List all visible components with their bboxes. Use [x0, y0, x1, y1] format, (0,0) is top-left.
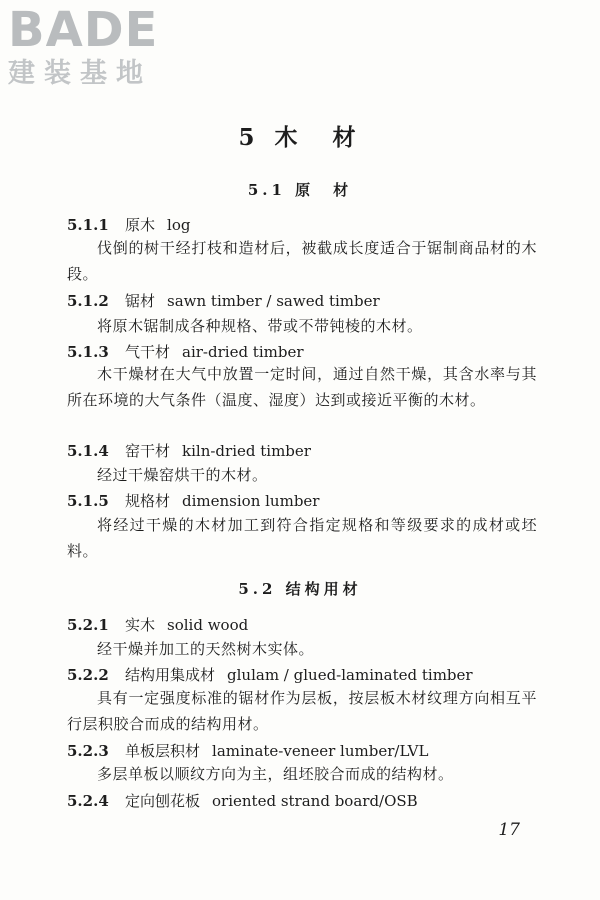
term-chinese: 原木: [125, 216, 156, 234]
term-entry-heading: [67, 740, 428, 761]
term-english: oriented strand board/OSB: [212, 792, 418, 810]
term-number: 5.1.5: [67, 492, 109, 510]
term-number: 5.1.3: [67, 343, 109, 361]
term-definition: 木干燥材在大气中放置一定时间，通过自然干燥，其含水率与其所在环境的大气条件（温度、湿度）达到或接近平衡的木材。: [67, 365, 537, 409]
term-english: kiln-dried timber: [182, 442, 311, 460]
term-entry-heading: [67, 440, 311, 461]
term-chinese: 结构用集成材: [125, 666, 216, 684]
term-entry-heading: [67, 614, 248, 635]
term-entry-heading: [67, 664, 473, 685]
page-number: 17: [498, 820, 520, 840]
section-title: 5.1 原 材: [247, 181, 353, 199]
term-number: 5.2.4: [67, 792, 109, 810]
term-entry-heading: [67, 341, 304, 362]
term-definition: 具有一定强度标准的锯材作为层板，按层板木材纹理方向相互平行层积胶合而成的结构用材。: [67, 689, 537, 733]
chapter-title: 5 木 材: [238, 124, 362, 151]
term-chinese: 定向刨花板: [125, 792, 201, 810]
term-chinese: 规格材: [125, 492, 171, 510]
term-english: solid wood: [167, 616, 249, 634]
term-definition: 多层单板以顺纹方向为主，组坯胶合而成的结构材。: [97, 765, 454, 783]
term-definition: 将经过干燥的木材加工到符合指定规格和等级要求的成材或坯料。: [67, 516, 537, 560]
term-chinese: 锯材: [125, 292, 156, 310]
term-chinese: 单板层积材: [125, 742, 201, 760]
term-definition: 经干燥并加工的天然树木实体。: [97, 640, 315, 658]
logo-mark: BADE: [8, 2, 159, 58]
section-title: 5.2 结构用材: [238, 580, 362, 598]
term-number: 5.1.4: [67, 442, 109, 460]
term-entry-heading: [67, 490, 319, 511]
term-definition: 经过干燥窑烘干的木材。: [97, 466, 268, 484]
term-number: 5.2.3: [67, 742, 109, 760]
term-entry-heading: [67, 790, 418, 811]
term-english: log: [167, 216, 191, 234]
term-english: glulam / glued-laminated timber: [227, 666, 473, 684]
term-chinese: 气干材: [125, 343, 171, 361]
term-definition: 将原木锯制成各种规格、带或不带钝棱的木材。: [97, 317, 423, 335]
term-entry-heading: [67, 214, 190, 235]
term-english: sawn timber / sawed timber: [167, 292, 380, 310]
term-number: 5.1.1: [67, 216, 109, 234]
term-entry-heading: [67, 290, 380, 311]
site-logo: [8, 4, 178, 92]
logo-subtitle: 建装基地: [8, 58, 152, 89]
term-english: dimension lumber: [182, 492, 320, 510]
term-number: 5.2.2: [67, 666, 109, 684]
term-chinese: 实木: [125, 616, 156, 634]
term-number: 5.2.1: [67, 616, 109, 634]
term-definition: 伐倒的树干经打枝和造材后，被截成长度适合于锯制商品材的木段。: [67, 239, 537, 283]
term-number: 5.1.2: [67, 292, 109, 310]
term-chinese: 窑干材: [125, 442, 171, 460]
term-english: laminate-veneer lumber/LVL: [212, 742, 429, 760]
term-english: air-dried timber: [182, 343, 304, 361]
